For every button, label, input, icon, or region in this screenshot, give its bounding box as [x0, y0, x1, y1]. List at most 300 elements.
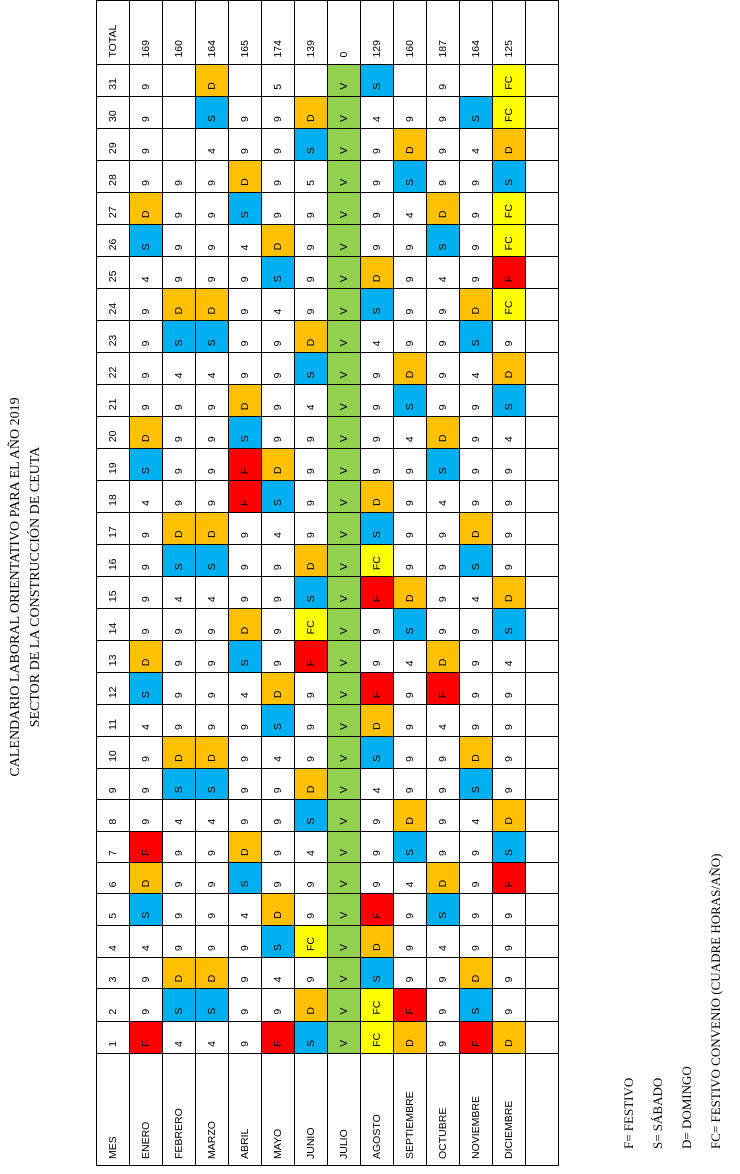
day-cell: 9: [427, 321, 460, 353]
day-cell: 9: [130, 96, 163, 128]
day-cell: V: [328, 96, 361, 128]
day-cell: 9: [262, 96, 295, 128]
month-row: [328, 1, 361, 1166]
day-cell: 9: [361, 160, 394, 192]
day-cell: 9: [493, 958, 526, 989]
blank-cell: [526, 353, 559, 385]
day-cell: S: [196, 96, 229, 128]
day-cell: 9: [460, 417, 493, 449]
day-cell: 9: [427, 609, 460, 641]
day-cell: S: [493, 160, 526, 192]
header-day: 20: [97, 417, 130, 449]
day-cell: 9: [394, 705, 427, 737]
title-line-2: SECTOR DE LA CONSTRUCCIÓN DE CEUTA: [28, 446, 43, 728]
day-cell: 9: [295, 225, 328, 257]
day-cell: S: [295, 1021, 328, 1053]
day-cell: 9: [262, 160, 295, 192]
day-cell: 9: [196, 609, 229, 641]
blank-cell: [526, 225, 559, 257]
day-cell: 4: [163, 800, 196, 831]
day-cell: D: [394, 353, 427, 385]
day-cell: D: [229, 831, 262, 862]
day-cell: 9: [460, 705, 493, 737]
day-cell: 9: [361, 192, 394, 224]
day-cell: FC: [361, 544, 394, 576]
day-cell: 9: [262, 863, 295, 894]
day-cell: 9: [163, 192, 196, 224]
day-cell: 9: [427, 800, 460, 831]
day-cell: 4: [295, 385, 328, 417]
day-cell: 4: [196, 129, 229, 161]
day-cell: 4: [394, 417, 427, 449]
day-cell: 9: [361, 225, 394, 257]
day-cell: 9: [394, 958, 427, 989]
day-cell: D: [229, 385, 262, 417]
day-cell: D: [130, 863, 163, 894]
legend-item-festivo-convenio: FC= FESTIVO CONVENIO (CUADRE HORAS/AÑO): [708, 853, 723, 1149]
day-cell: 9: [196, 385, 229, 417]
blank-cell: [526, 257, 559, 289]
day-cell: 9: [460, 894, 493, 925]
month-row: [130, 1, 163, 1166]
header-day: 3: [97, 958, 130, 989]
day-cell: 9: [394, 513, 427, 545]
header-day: 6: [97, 863, 130, 894]
day-cell: 9: [361, 831, 394, 862]
header-day: 28: [97, 160, 130, 192]
day-cell: FC: [493, 225, 526, 257]
day-cell: S: [229, 641, 262, 673]
day-cell: 9: [295, 192, 328, 224]
day-cell: 9: [295, 513, 328, 545]
header-day: 17: [97, 513, 130, 545]
day-cell: D: [295, 96, 328, 128]
blank-cell: [526, 129, 559, 161]
blank-cell: [526, 417, 559, 449]
day-cell: 9: [229, 989, 262, 1021]
day-cell: 4: [361, 96, 394, 128]
header-day: 2: [97, 989, 130, 1021]
day-cell: S: [262, 257, 295, 289]
blank-cell: [526, 641, 559, 673]
day-cell: 9: [229, 958, 262, 989]
day-cell: 9: [394, 449, 427, 481]
day-cell: D: [262, 225, 295, 257]
day-cell: S: [130, 894, 163, 925]
day-cell: 4: [229, 894, 262, 925]
day-cell: 9: [493, 925, 526, 957]
day-cell: [295, 64, 328, 96]
day-cell: 9: [130, 321, 163, 353]
header-day: 19: [97, 449, 130, 481]
blank-cell: [526, 449, 559, 481]
day-cell: V: [328, 129, 361, 161]
day-cell: 9: [460, 641, 493, 673]
day-cell: 9: [460, 257, 493, 289]
day-cell: 9: [229, 1021, 262, 1053]
day-cell: D: [460, 513, 493, 545]
day-cell: V: [328, 257, 361, 289]
blank-cell: [526, 96, 559, 128]
day-cell: 9: [493, 481, 526, 513]
day-cell: S: [130, 225, 163, 257]
day-cell: 9: [295, 705, 328, 737]
day-cell: 9: [394, 321, 427, 353]
blank-cell: [526, 1021, 559, 1053]
day-cell: S: [427, 894, 460, 925]
day-cell: 9: [130, 353, 163, 385]
day-cell: 4: [361, 321, 394, 353]
day-cell: 9: [196, 705, 229, 737]
day-cell: 4: [196, 800, 229, 831]
day-cell: D: [493, 577, 526, 609]
day-cell: 9: [361, 129, 394, 161]
day-cell: D: [262, 673, 295, 705]
blank-cell: [526, 513, 559, 545]
day-cell: 9: [130, 544, 163, 576]
blank-cell: [526, 705, 559, 737]
day-cell: S: [196, 544, 229, 576]
month-total: 160: [394, 1, 427, 65]
day-cell: D: [394, 1021, 427, 1053]
day-cell: 9: [427, 385, 460, 417]
day-cell: 9: [427, 736, 460, 768]
header-total: TOTAL: [97, 1, 130, 65]
day-cell: D: [394, 577, 427, 609]
header-day: 10: [97, 736, 130, 768]
day-cell: 4: [262, 736, 295, 768]
day-cell: FC: [493, 289, 526, 321]
day-cell: 9: [229, 800, 262, 831]
month-row: [295, 1, 328, 1166]
day-cell: [163, 129, 196, 161]
header-day: 8: [97, 800, 130, 831]
day-cell: 4: [460, 800, 493, 831]
day-cell: 9: [361, 385, 394, 417]
day-cell: D: [262, 894, 295, 925]
day-cell: [460, 64, 493, 96]
day-cell: 4: [460, 577, 493, 609]
day-cell: D: [427, 641, 460, 673]
day-cell: 9: [130, 160, 163, 192]
day-cell: D: [295, 321, 328, 353]
day-cell: 9: [427, 289, 460, 321]
day-cell: S: [295, 800, 328, 831]
day-cell: 9: [163, 417, 196, 449]
header-day: 22: [97, 353, 130, 385]
day-cell: S: [196, 768, 229, 799]
day-cell: D: [196, 513, 229, 545]
day-cell: 9: [427, 989, 460, 1021]
day-cell: V: [328, 831, 361, 862]
blank-cell: [526, 958, 559, 989]
day-cell: 9: [493, 705, 526, 737]
day-cell: 4: [163, 353, 196, 385]
day-cell: 9: [361, 417, 394, 449]
day-cell: 4: [427, 481, 460, 513]
day-cell: D: [229, 609, 262, 641]
day-cell: F: [493, 257, 526, 289]
month-total: 129: [361, 1, 394, 65]
day-cell: F: [427, 673, 460, 705]
month-row: [427, 1, 460, 1166]
day-cell: 9: [229, 257, 262, 289]
blank-cell: [526, 481, 559, 513]
day-cell: S: [229, 192, 262, 224]
day-cell: S: [196, 989, 229, 1021]
day-cell: S: [427, 449, 460, 481]
day-cell: 9: [460, 673, 493, 705]
header-day: 27: [97, 192, 130, 224]
header-mes: MES: [97, 1053, 130, 1165]
day-cell: V: [328, 863, 361, 894]
day-cell: S: [163, 544, 196, 576]
day-cell: D: [493, 353, 526, 385]
calendar-table: [96, 0, 559, 1166]
day-cell: D: [493, 1021, 526, 1053]
day-cell: V: [328, 417, 361, 449]
day-cell: F: [493, 863, 526, 894]
day-cell: 9: [460, 225, 493, 257]
header-day: 18: [97, 481, 130, 513]
header-day: 7: [97, 831, 130, 862]
day-cell: 9: [130, 989, 163, 1021]
blank-cell: [526, 863, 559, 894]
day-cell: V: [328, 64, 361, 96]
day-cell: 9: [295, 673, 328, 705]
month-row: [493, 1, 526, 1166]
day-cell: V: [328, 321, 361, 353]
day-cell: 9: [295, 289, 328, 321]
day-cell: 9: [229, 321, 262, 353]
day-cell: 5: [262, 64, 295, 96]
month-row: [394, 1, 427, 1166]
month-name: OCTUBRE: [427, 1053, 460, 1165]
day-cell: S: [130, 673, 163, 705]
day-cell: 9: [394, 225, 427, 257]
day-cell: 9: [427, 768, 460, 799]
day-cell: 9: [196, 192, 229, 224]
header-day: 11: [97, 705, 130, 737]
day-cell: 9: [493, 736, 526, 768]
day-cell: 9: [493, 989, 526, 1021]
day-cell: 9: [394, 925, 427, 957]
day-cell: 4: [163, 577, 196, 609]
day-cell: V: [328, 225, 361, 257]
day-cell: 9: [493, 513, 526, 545]
month-name: ENERO: [130, 1053, 163, 1165]
day-cell: S: [361, 736, 394, 768]
blank-cell: [526, 609, 559, 641]
day-cell: 9: [130, 768, 163, 799]
day-cell: 9: [262, 544, 295, 576]
day-cell: 9: [130, 609, 163, 641]
day-cell: V: [328, 894, 361, 925]
day-cell: 4: [394, 192, 427, 224]
month-row: [460, 1, 493, 1166]
day-cell: 4: [295, 831, 328, 862]
blank-cell: [526, 1053, 559, 1165]
day-cell: FC: [295, 925, 328, 957]
day-cell: 9: [460, 831, 493, 862]
day-cell: 9: [229, 544, 262, 576]
day-cell: 9: [196, 257, 229, 289]
day-cell: S: [361, 513, 394, 545]
day-cell: S: [493, 385, 526, 417]
day-cell: 9: [229, 736, 262, 768]
day-cell: V: [328, 289, 361, 321]
header-day: 12: [97, 673, 130, 705]
day-cell: 9: [163, 831, 196, 862]
legend-item-domingo: D= DOMINGO: [679, 1066, 694, 1149]
day-cell: 9: [229, 768, 262, 799]
header-day: 9: [97, 768, 130, 799]
day-cell: 9: [262, 385, 295, 417]
day-cell: 4: [130, 481, 163, 513]
day-cell: 9: [460, 863, 493, 894]
day-cell: 9: [460, 609, 493, 641]
legend-item-festivo: F= FESTIVO: [621, 1077, 636, 1149]
day-cell: D: [163, 958, 196, 989]
month-name: JULIO: [328, 1053, 361, 1165]
day-cell: S: [394, 160, 427, 192]
title-line-1: CALENDARIO LABORAL ORIENTATIVO PARA EL AÑO 2019: [8, 397, 23, 777]
day-cell: 9: [130, 958, 163, 989]
day-cell: 9: [394, 768, 427, 799]
day-cell: 9: [196, 925, 229, 957]
month-total: 139: [295, 1, 328, 65]
day-cell: S: [361, 289, 394, 321]
day-cell: S: [460, 321, 493, 353]
day-cell: 9: [130, 129, 163, 161]
day-cell: D: [427, 417, 460, 449]
day-cell: D: [460, 958, 493, 989]
month-name: MARZO: [196, 1053, 229, 1165]
day-cell: 9: [295, 958, 328, 989]
month-row: [262, 1, 295, 1166]
day-cell: V: [328, 768, 361, 799]
day-cell: S: [460, 989, 493, 1021]
day-cell: 4: [196, 1021, 229, 1053]
day-cell: S: [493, 831, 526, 862]
day-cell: 9: [394, 673, 427, 705]
day-cell: 9: [427, 577, 460, 609]
header-day: 14: [97, 609, 130, 641]
day-cell: 4: [394, 863, 427, 894]
header-day: 16: [97, 544, 130, 576]
day-cell: 4: [130, 705, 163, 737]
day-cell: [163, 64, 196, 96]
day-cell: D: [493, 129, 526, 161]
month-row: [229, 1, 262, 1166]
day-cell: 9: [394, 289, 427, 321]
day-cell: V: [328, 160, 361, 192]
day-cell: 9: [361, 641, 394, 673]
day-cell: FC: [493, 192, 526, 224]
header-day: 15: [97, 577, 130, 609]
day-cell: V: [328, 513, 361, 545]
day-cell: 9: [262, 129, 295, 161]
day-cell: S: [394, 385, 427, 417]
day-cell: 9: [163, 863, 196, 894]
day-cell: 9: [229, 925, 262, 957]
day-cell: 9: [361, 609, 394, 641]
day-cell: 9: [196, 225, 229, 257]
blank-row: [526, 1, 559, 1166]
month-name: MAYO: [262, 1053, 295, 1165]
day-cell: F: [361, 673, 394, 705]
day-cell: D: [460, 289, 493, 321]
day-cell: 9: [262, 192, 295, 224]
month-total: 160: [163, 1, 196, 65]
day-cell: 9: [196, 641, 229, 673]
day-cell: 4: [361, 768, 394, 799]
day-cell: S: [196, 321, 229, 353]
day-cell: 9: [262, 800, 295, 831]
day-cell: F: [361, 577, 394, 609]
day-cell: S: [394, 609, 427, 641]
day-cell: 4: [229, 673, 262, 705]
day-cell: V: [328, 544, 361, 576]
header-day: 23: [97, 321, 130, 353]
day-cell: 9: [163, 449, 196, 481]
day-cell: D: [394, 800, 427, 831]
day-cell: 9: [130, 385, 163, 417]
day-cell: 4: [493, 641, 526, 673]
day-cell: 9: [229, 96, 262, 128]
day-cell: D: [493, 800, 526, 831]
day-cell: S: [295, 353, 328, 385]
month-total: 165: [229, 1, 262, 65]
day-cell: 9: [361, 449, 394, 481]
header-day: 5: [97, 894, 130, 925]
day-cell: V: [328, 449, 361, 481]
header-day: 29: [97, 129, 130, 161]
day-cell: 9: [493, 768, 526, 799]
day-cell: D: [295, 989, 328, 1021]
day-cell: 9: [229, 705, 262, 737]
day-cell: 9: [394, 736, 427, 768]
day-cell: 9: [262, 609, 295, 641]
day-cell: D: [196, 64, 229, 96]
month-name: FEBRERO: [163, 1053, 196, 1165]
day-cell: 4: [196, 353, 229, 385]
day-cell: [229, 64, 262, 96]
day-cell: 9: [427, 958, 460, 989]
day-cell: 9: [295, 417, 328, 449]
day-cell: 9: [196, 673, 229, 705]
day-cell: D: [460, 736, 493, 768]
day-cell: 9: [130, 800, 163, 831]
day-cell: 4: [229, 225, 262, 257]
day-cell: 9: [262, 321, 295, 353]
day-cell: S: [460, 768, 493, 799]
day-cell: V: [328, 673, 361, 705]
day-cell: 4: [427, 925, 460, 957]
month-name: ABRIL: [229, 1053, 262, 1165]
day-cell: 9: [163, 481, 196, 513]
day-cell: 9: [361, 353, 394, 385]
header-day: 21: [97, 385, 130, 417]
day-cell: 9: [427, 1021, 460, 1053]
month-total: 169: [130, 1, 163, 65]
blank-cell: [526, 577, 559, 609]
day-cell: FC: [361, 1021, 394, 1053]
day-cell: 9: [493, 544, 526, 576]
day-cell: 9: [163, 673, 196, 705]
blank-cell: [526, 64, 559, 96]
day-cell: D: [130, 417, 163, 449]
